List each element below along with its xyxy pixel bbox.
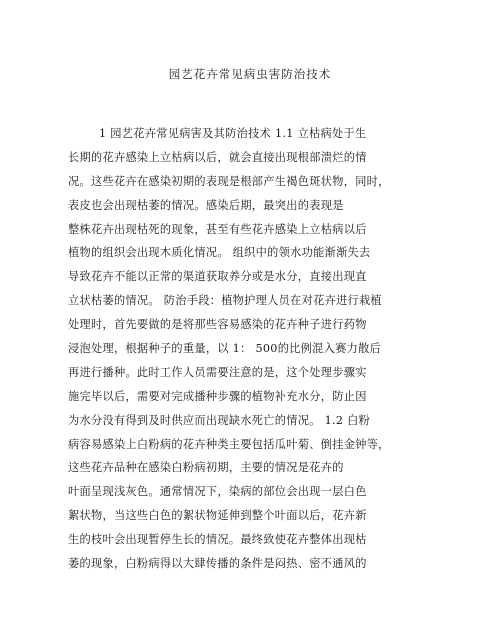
- document-body: [68, 122, 440, 576]
- text-line: 植物的组织会出现木质化情况。 组织中的领水功能渐渐失去: [68, 246, 371, 260]
- text-line: 长期的花卉感染上立枯病以后，就会直接出现根部溃烂的情: [68, 150, 367, 164]
- text-line: 再进行播种。此时工作人员需要注意的是，这个处理步骤实: [68, 365, 367, 379]
- text-line: 这些花卉品种在感染白粉病初期，主要的情况是花卉的: [68, 461, 344, 475]
- text-line: 浸泡处理，根据种子的重量，以 1： 500的比例混入赛力散后: [68, 342, 382, 356]
- text-line: 处理时，首先要做的是将那些容易感染的花卉种子进行药物: [68, 318, 367, 332]
- text-line: 叶面呈现浅灰色。通常情况下，染病的部位会出现一层白色: [68, 485, 367, 499]
- text-line: 絮状物，当这些白色的絮状物延伸到整个叶面以后，花卉新: [68, 509, 367, 523]
- text-line: 为水分没有得到及时供应而出现缺水死亡的情况。 1.2 白粉: [68, 413, 371, 427]
- document-title: 园艺花卉常见病虫害防治技术: [168, 67, 332, 81]
- text-line: 1 园艺花卉常见病害及其防治技术 1.1 立枯病处于生: [99, 127, 367, 140]
- text-line: 萎的现象，白粉病得以大肆传播的条件是闷热、密不通风的: [68, 557, 367, 571]
- text-line: 施完毕以后，需要对完成播种步骤的植物补充水分，防止因: [68, 389, 367, 403]
- text-line: 表皮也会出现枯萎的情况。感染后期，最突出的表现是: [68, 198, 344, 212]
- text-line: 导致花卉不能以正常的渠道获取养分或是水分，直接出现直: [68, 270, 367, 284]
- text-line: 生的枝叶会出现暂停生长的情况。最终致使花卉整体出现枯: [68, 533, 367, 547]
- text-line: 整株花卉出现枯死的现象，甚至有些花卉感染上立枯病以后: [68, 222, 367, 236]
- text-line: 病容易感染上白粉病的花卉种类主要包括瓜叶菊、倒挂金钟等，: [68, 437, 390, 451]
- text-line: 立状枯萎的情况。 防治手段：植物护理人员在对花卉进行栽植: [68, 294, 383, 308]
- text-line: 况。这些花卉在感染初期的表现是根部产生褐色斑状物，同时，: [68, 174, 390, 188]
